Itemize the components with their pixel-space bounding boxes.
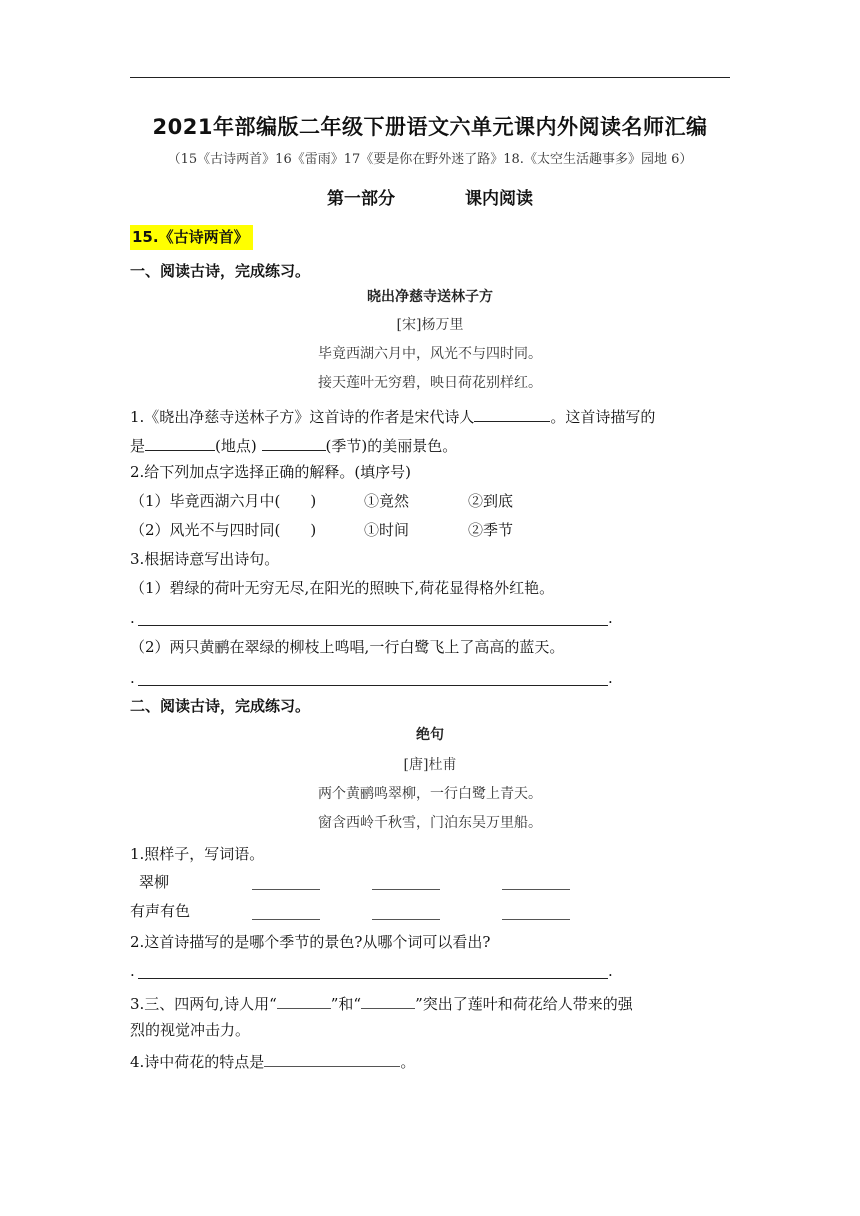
s2-q4-text-a: 4.诗中荷花的特点是 (130, 1053, 265, 1071)
s2-q1-blank-1a[interactable] (252, 875, 320, 890)
poem2-author: [唐]杜甫 (403, 757, 457, 773)
part-label: 第一部分 (327, 189, 395, 209)
s1-q1-blank-place[interactable] (145, 436, 215, 451)
page-title: 2021年部编版二年级下册语文六单元课内外阅读名师汇编 (152, 115, 708, 139)
s1-q1-text-e: (季节)的美丽景色。 (325, 437, 458, 455)
s1-q3-dot2: . (130, 669, 135, 687)
part-heading (130, 191, 730, 208)
s1-q2-item1-opt2: ②到底 (468, 492, 514, 510)
s2-q1-example2: 有声有色 (130, 902, 191, 920)
s2-q4-text-b: 。 (400, 1053, 416, 1071)
s1-q3: 3.根据诗意写出诗句。 (130, 550, 280, 568)
s1-q2-item2-opt2: ②季节 (468, 521, 514, 539)
s2-q3-blank-2[interactable] (361, 994, 415, 1009)
s1-q1-line1 (130, 407, 655, 425)
s1-q1-text-a: 1.《晓出净慈寺送林子方》这首诗的作者是宋代诗人 (130, 408, 475, 426)
s2-q2: 2.这首诗描写的是哪个季节的景色?从哪个词可以看出? (130, 933, 491, 951)
section2-heading: 二、阅读古诗，完成练习。 (130, 697, 311, 715)
poem2-line1: 两个黄鹂鸣翠柳，一行白鹭上青天。 (318, 786, 542, 802)
s2-q2-answer-line[interactable] (138, 978, 608, 979)
poem2-title: 绝句 (416, 727, 444, 743)
s1-q1-text-b: 。这首诗描写的 (550, 408, 656, 426)
s2-q3-line1 (130, 994, 633, 1012)
s1-q3-item2: （2）两只黄鹂在翠绿的柳枝上鸣唱,一行白鹭飞上了高高的蓝天。 (130, 638, 565, 656)
s2-q1-blank-1c[interactable] (502, 875, 570, 890)
s1-q1-blank-season[interactable] (262, 436, 326, 451)
section1-heading: 一、阅读古诗，完成练习。 (130, 262, 311, 280)
s2-q1-example1: 翠柳 (139, 873, 170, 891)
s1-q1-blank-poet[interactable] (474, 407, 550, 422)
poem1-author: [宋]杨万里 (396, 317, 464, 333)
s2-q4-blank[interactable] (264, 1052, 400, 1067)
s1-q1-text-c: 是 (130, 437, 146, 455)
s1-q2-item2-opt1: ①时间 (364, 521, 410, 539)
poem1-line2: 接天莲叶无穷碧，映日荷花别样红。 (318, 375, 542, 391)
s1-q2-item2: （2）风光不与四时同( ) (130, 521, 317, 539)
s2-q1-blank-2a[interactable] (252, 905, 320, 920)
s2-q1: 1.照样子，写词语。 (130, 845, 265, 863)
header-rule (130, 77, 730, 78)
s1-q3-end1: . (608, 609, 613, 627)
s1-q3-answer-line1[interactable] (138, 625, 608, 626)
page-subtitle: （15《古诗两首》16《雷雨》17《要是你在野外迷了路》18.《太空生活趣事多》园地 6） (167, 152, 693, 167)
s2-q2-end: . (608, 962, 613, 980)
s2-q3-blank-1[interactable] (277, 994, 331, 1009)
s1-q3-dot1: . (130, 609, 135, 627)
poem2-line2: 窗含西岭千秋雪，门泊东吴万里船。 (318, 815, 542, 831)
s1-q2-item1: （1）毕竟西湖六月中( ) (130, 492, 317, 510)
s2-q3-text-c: ”突出了莲叶和荷花给人带来的强 (415, 995, 633, 1013)
s2-q3-text-b: ”和“ (330, 995, 362, 1013)
s1-q3-answer-line2[interactable] (138, 685, 608, 686)
part-name: 课内阅读 (465, 189, 533, 209)
lesson-label-wrap (130, 230, 253, 245)
s2-q3-text-a: 3.三、四两句,诗人用“ (130, 995, 277, 1013)
poem1-line1: 毕竟西湖六月中，风光不与四时同。 (318, 346, 542, 362)
s1-q2: 2.给下列加点字选择正确的解释。(填序号) (130, 463, 412, 481)
s1-q1-line2 (130, 436, 457, 454)
s2-q3-line2: 烈的视觉冲击力。 (130, 1021, 251, 1039)
s2-q4 (130, 1052, 415, 1070)
lesson-label: 15.《古诗两首》 (130, 225, 253, 250)
s1-q3-end2: . (608, 669, 613, 687)
s2-q1-blank-2c[interactable] (502, 905, 570, 920)
s1-q2-item1-opt1: ①竟然 (364, 492, 410, 510)
poem1-title: 晓出净慈寺送林子方 (367, 289, 493, 305)
s1-q1-text-d: (地点) (215, 437, 257, 455)
s2-q1-blank-1b[interactable] (372, 875, 440, 890)
s2-q2-dot: . (130, 962, 135, 980)
s1-q3-item1: （1）碧绿的荷叶无穷无尽,在阳光的照映下,荷花显得格外红艳。 (130, 579, 555, 597)
s2-q1-blank-2b[interactable] (372, 905, 440, 920)
